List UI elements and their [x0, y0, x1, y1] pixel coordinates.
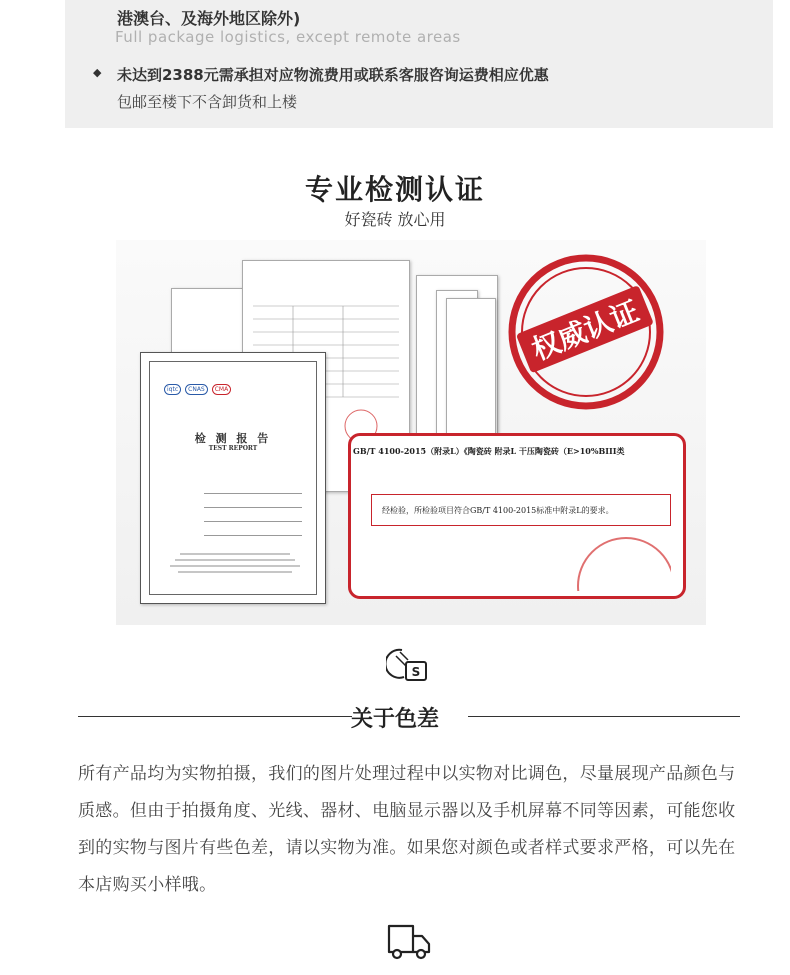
cma-logo: CMA [212, 384, 231, 395]
accreditation-logos [164, 384, 231, 395]
shipping-info-panel [65, 0, 773, 128]
seal-text: 权威认证 [527, 294, 644, 367]
report-title: 检 测 报 告 [194, 432, 272, 445]
section-divider-right [468, 716, 740, 717]
diamond-bullet-icon: ◆ [93, 66, 102, 79]
conclusion-text: 经检验，所检验项目符合GB/T 4100-2015标准中附录L的要求。 [382, 506, 614, 515]
report-footer-lines [160, 550, 306, 583]
shipping-region-note-en: Full package logistics, except remote areas [115, 28, 461, 46]
report-title-en: TEST REPORT [208, 445, 258, 452]
authority-seal-icon [506, 252, 666, 412]
certificate-icon [386, 646, 430, 684]
conclusion-box [371, 494, 671, 526]
standard-heading: GB/T 4100-2015（附录L）《陶瓷砖 附录L 干压陶瓷砖（E>10%BIII类 [353, 446, 625, 456]
delivery-scope-note: 包邮至楼下不含卸货和上楼 [117, 93, 298, 111]
test-report-image [116, 240, 706, 625]
report-form-fields [164, 480, 302, 536]
test-report-cover [140, 352, 326, 604]
certification-title: 专业检测认证 [304, 173, 485, 206]
iqtc-logo: iqtc [164, 384, 181, 395]
shipping-fee-note: 未达到2388元需承担对应物流费用或联系客服咨询运费相应优惠 [117, 66, 549, 84]
shipping-region-note: 港澳台、及海外地区除外) [117, 9, 301, 28]
report-conclusion-callout [348, 433, 686, 599]
color-difference-text: 所有产品均为实物拍摄，我们的图片处理过程中以实物对比调色，尽量展现产品颜色与质感。但由于拍摄角度、光线、器材、电脑显示器以及手机屏幕不同等因素，可能您收到的实物与图片有些色差，请以实物为准。如果您对颜色或者样式要求严格，可以先在本店购买小样哦。 [78, 764, 736, 895]
truck-icon [385, 922, 433, 962]
svg-text:S: S [411, 665, 421, 679]
certification-subtitle: 好瓷砖 放心用 [344, 210, 446, 229]
official-stamp-icon [561, 531, 671, 591]
color-difference-title: 关于色差 [350, 707, 439, 732]
cnas-logo: CNAS [185, 384, 208, 395]
